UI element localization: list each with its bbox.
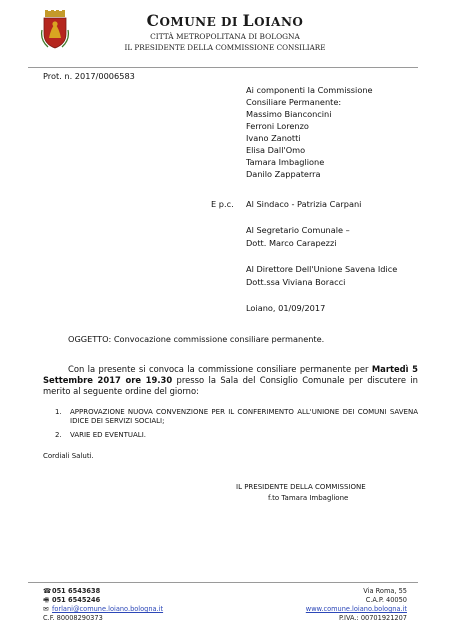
commission-president-subtitle: IL PRESIDENTE DELLA COMMISSIONE CONSILIARE: [124, 43, 326, 52]
title-part: OIANO: [254, 15, 304, 29]
recipient-line: Ferroni Lorenzo: [246, 121, 309, 131]
agenda-number: 2.: [55, 431, 62, 439]
header-divider: [28, 67, 418, 68]
agenda-item: VARIE ED EVENTUALI.: [70, 431, 146, 439]
website-link[interactable]: www.comune.loiano.bologna.it: [305, 605, 407, 613]
footer-phone: [43, 587, 100, 596]
title-part: L: [242, 11, 255, 30]
recipient-line: Danilo Zappaterra: [246, 169, 321, 179]
meeting-datetime: Martedì 5 Settembre 2017 ore 19.30: [43, 364, 418, 385]
recipient-line: Ai componenti la Commissione: [246, 85, 373, 95]
closing-greeting: Cordiali Saluti.: [43, 452, 94, 460]
coat-of-arms-logo: [40, 10, 70, 50]
footer-email: [43, 605, 163, 614]
recipient-line: Ivano Zanotti: [246, 133, 301, 143]
body-text: presso la Sala del Consiglio Comunale per discutere in merito al seguente ordine del giorno:: [43, 375, 418, 396]
footer-cap: C.A.P. 40050: [365, 596, 407, 604]
crown-icon: [45, 10, 65, 17]
signature-name: f.to Tamara Imbaglione: [268, 494, 349, 502]
agenda-item: APPROVAZIONE NUOVA CONVENZIONE PER IL CONFERIMENTO ALL'UNIONE DEI COMUNI SAVENA IDICE DEI SERVIZI SOCIALI;: [70, 408, 418, 425]
sindaco-recipient: Al Sindaco - Patrizia Carpani: [246, 199, 362, 209]
title-part: C: [146, 11, 160, 30]
title-part: DI: [220, 15, 243, 29]
footer-divider: [28, 582, 418, 583]
subject-label: OGGETTO:: [68, 334, 112, 344]
recipient-line: Elisa Dall'Omo: [246, 145, 306, 155]
recipient-line: Massimo Bianconcini: [246, 109, 332, 119]
footer-piva: P.IVA.: 00701921207: [338, 614, 407, 622]
agenda-number: 1.: [55, 408, 62, 416]
recipients-block: [246, 84, 373, 180]
protocol-number: Prot. n. 2017/0006583: [43, 71, 135, 81]
signature-title: IL PRESIDENTE DELLA COMMISSIONE: [236, 483, 366, 491]
footer-fax: [43, 596, 100, 605]
recipient-line: Tamara Imbaglione: [246, 157, 325, 167]
segretario-name: Dott. Marco Carapezzi: [246, 238, 337, 248]
municipality-title: [120, 11, 330, 30]
subject-line: [68, 333, 324, 345]
subject-text: Convocazione commissione consiliare permanente.: [111, 334, 325, 344]
footer-website: [280, 605, 407, 614]
email-link[interactable]: forlani@comune.loiano.bologna.it: [52, 605, 164, 613]
body-paragraph: [43, 364, 418, 397]
epc-label: E p.c.: [211, 199, 234, 209]
email-icon: ✉: [43, 605, 49, 613]
footer-cf: C.F. 80008290373: [43, 614, 103, 622]
metropolitan-city-subtitle: CITTÀ METROPOLITANA DI BOLOGNA: [150, 32, 300, 41]
footer-address: Via Roma, 55: [363, 587, 407, 595]
segretario-line: Al Segretario Comunale –: [246, 225, 350, 235]
direttore-name: Dott.ssa Viviana Boracci: [246, 277, 346, 287]
phone-icon: ☎: [43, 587, 52, 595]
fax-number: 051 6545246: [52, 596, 101, 604]
recipient-line: Consiliare Permanente:: [246, 97, 342, 107]
fax-icon: 🖷: [43, 596, 50, 604]
body-text: Con la presente si convoca la commissione consiliare permanente per: [68, 364, 372, 374]
letter-date: Loiano, 01/09/2017: [246, 303, 326, 313]
title-part: OMUNE: [159, 15, 221, 29]
phone-number: 051 6543638: [52, 587, 101, 595]
direttore-line: Al Direttore Dell'Unione Savena Idice: [246, 264, 398, 274]
